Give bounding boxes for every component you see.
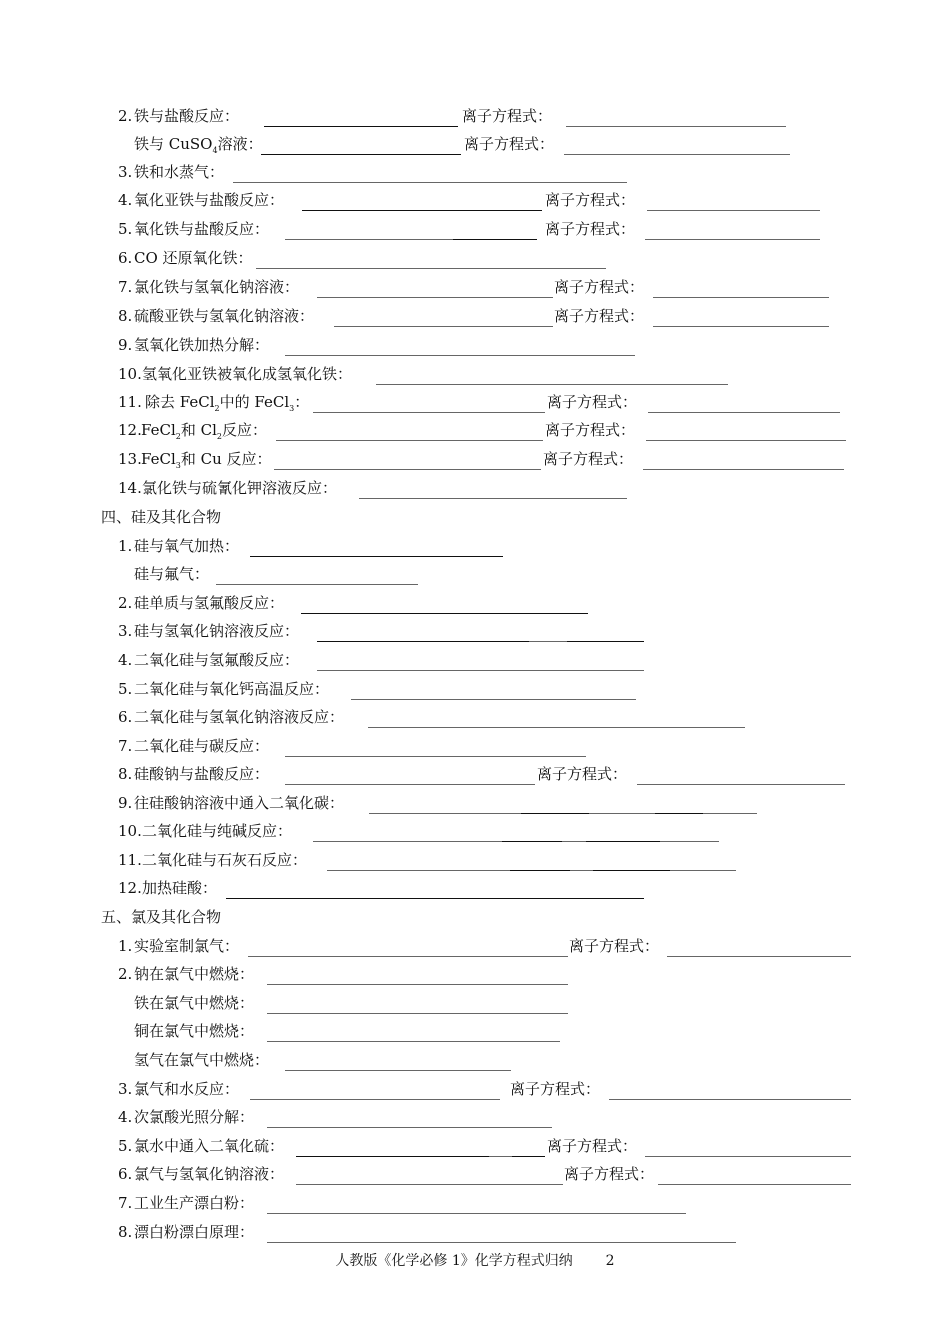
answer-blank-extra[interactable] xyxy=(670,870,736,871)
ionic-answer-blank[interactable] xyxy=(647,210,820,211)
answer-blank-extra[interactable] xyxy=(589,813,655,814)
item-cl-5 xyxy=(0,1136,950,1160)
item-number: 6. xyxy=(118,249,133,267)
item-iron-2b xyxy=(0,134,950,158)
answer-blank[interactable] xyxy=(264,126,458,127)
reaction-label: 工业生产漂白粉： xyxy=(134,1194,255,1212)
reaction-label: 次氯酸光照分解： xyxy=(134,1108,255,1126)
answer-blank[interactable] xyxy=(267,1127,552,1128)
item-number: 7. xyxy=(118,737,133,755)
item-number: 6. xyxy=(118,1165,133,1183)
reaction-label: 氢气在氯气中燃烧： xyxy=(134,1051,270,1069)
reaction-label: 铁在氯气中燃烧： xyxy=(134,994,255,1012)
answer-blank[interactable] xyxy=(276,440,543,441)
item-si-11 xyxy=(0,850,950,874)
answer-blank[interactable] xyxy=(285,756,586,757)
answer-blank[interactable] xyxy=(226,898,644,899)
ionic-answer-blank[interactable] xyxy=(653,297,829,298)
item-number: 8. xyxy=(118,765,133,783)
answer-blank[interactable] xyxy=(376,384,728,385)
item-si-2 xyxy=(0,593,950,617)
item-si-7 xyxy=(0,736,950,760)
item-number: 14. xyxy=(118,479,142,497)
ionic-answer-blank[interactable] xyxy=(646,440,846,441)
item-cl-2c xyxy=(0,1021,950,1045)
ionic-answer-blank[interactable] xyxy=(648,412,840,413)
reaction-label: 氯化铁与硫氰化钾溶液反应： xyxy=(142,479,338,497)
reaction-label: 氯气与氢氧化钠溶液： xyxy=(134,1165,285,1183)
item-number: 11. xyxy=(118,851,142,869)
ionic-answer-blank[interactable] xyxy=(653,326,829,327)
item-number: 4. xyxy=(118,1108,133,1126)
item-number: 10. xyxy=(118,822,142,840)
answer-blank[interactable] xyxy=(285,239,453,240)
reaction-label: 二氧化硅与碳反应： xyxy=(134,737,270,755)
answer-blank[interactable] xyxy=(267,984,568,985)
reaction-label: 除去 FeCl$_2$中的 FeCl$_3$： xyxy=(145,393,310,413)
answer-blank[interactable] xyxy=(285,355,635,356)
item-number: 7. xyxy=(118,278,133,296)
item-si-5 xyxy=(0,679,950,703)
reaction-label: FeCl$_3$和 Cu 反应： xyxy=(141,450,272,470)
reaction-label: 二氧化硅与氧化钙高温反应： xyxy=(134,680,330,698)
answer-blank-extra[interactable] xyxy=(593,870,670,871)
ionic-label: 离子方程式： xyxy=(545,421,636,439)
item-number: 3. xyxy=(118,163,133,181)
answer-blank[interactable] xyxy=(267,1041,560,1042)
ionic-label: 离子方程式： xyxy=(545,220,636,238)
ionic-label: 离子方程式： xyxy=(569,937,660,955)
item-iron-7 xyxy=(0,277,950,301)
reaction-label: 铁和水蒸气： xyxy=(134,163,225,181)
item-number: 9. xyxy=(118,336,133,354)
item-number: 7. xyxy=(118,1194,133,1212)
reaction-label: 二氧化硅与石灰石反应： xyxy=(142,851,308,869)
answer-blank[interactable] xyxy=(285,1070,511,1071)
item-cl-2d xyxy=(0,1050,950,1074)
reaction-label: 硫酸亚铁与氢氧化钠溶液： xyxy=(134,307,315,325)
item-number: 13. xyxy=(118,450,142,468)
answer-blank[interactable] xyxy=(267,1242,736,1243)
item-si-9 xyxy=(0,793,950,817)
ionic-label: 离子方程式： xyxy=(543,450,634,468)
reaction-label: 氧化铁与盐酸反应： xyxy=(134,220,270,238)
item-number: 11. xyxy=(118,393,142,411)
answer-blank[interactable] xyxy=(267,1013,568,1014)
answer-blank-extra[interactable] xyxy=(512,1156,545,1157)
answer-blank[interactable] xyxy=(368,727,745,728)
answer-blank[interactable] xyxy=(334,326,553,327)
reaction-label: 二氧化硅与氢氧化钠溶液反应： xyxy=(134,708,345,726)
item-number: 5. xyxy=(118,1137,133,1155)
item-number: 10. xyxy=(118,365,142,383)
item-number: 2. xyxy=(118,594,133,612)
ionic-answer-blank[interactable] xyxy=(667,956,851,957)
item-number: 6. xyxy=(118,708,133,726)
answer-blank[interactable] xyxy=(261,154,461,155)
ionic-label: 离子方程式： xyxy=(462,107,553,125)
ionic-label: 离子方程式： xyxy=(464,135,555,153)
item-number: 4. xyxy=(118,651,133,669)
ionic-answer-blank[interactable] xyxy=(637,784,845,785)
section-heading-silicon: 四、硅及其化合物 xyxy=(101,508,222,526)
answer-blank[interactable] xyxy=(351,699,636,700)
reaction-label: 二氧化硅与纯碱反应： xyxy=(142,822,293,840)
item-cl-2b xyxy=(0,993,950,1017)
answer-blank[interactable] xyxy=(250,1099,500,1100)
item-cl-6 xyxy=(0,1164,950,1188)
reaction-label: 氢氧化铁加热分解： xyxy=(134,336,270,354)
item-cl-8 xyxy=(0,1222,950,1246)
answer-blank-extra[interactable] xyxy=(502,841,562,842)
footer-title: 人教版《化学必修 1》化学方程式归纳 xyxy=(335,1253,573,1269)
ionic-answer-blank[interactable] xyxy=(564,154,790,155)
item-iron-6 xyxy=(0,248,950,272)
ionic-answer-blank[interactable] xyxy=(645,239,820,240)
answer-blank-extra[interactable] xyxy=(562,841,586,842)
answer-blank[interactable] xyxy=(274,469,541,470)
item-si-10 xyxy=(0,821,950,845)
ionic-label: 离子方程式： xyxy=(545,191,636,209)
item-si-1 xyxy=(0,536,950,560)
answer-blank[interactable] xyxy=(302,210,542,211)
answer-blank[interactable] xyxy=(327,870,510,871)
answer-blank[interactable] xyxy=(317,297,553,298)
answer-blank[interactable] xyxy=(267,1213,686,1214)
reaction-label: 钠在氯气中燃烧： xyxy=(134,965,255,983)
item-cl-4 xyxy=(0,1107,950,1131)
item-number: 3. xyxy=(118,622,133,640)
answer-blank-extra[interactable] xyxy=(567,641,644,642)
answer-blank-extra[interactable] xyxy=(703,813,757,814)
item-cl-7 xyxy=(0,1193,950,1217)
item-iron-13 xyxy=(0,449,950,473)
answer-blank-extra[interactable] xyxy=(510,870,570,871)
reaction-label: CO 还原氧化铁： xyxy=(134,249,253,267)
item-cl-1 xyxy=(0,936,950,960)
answer-blank[interactable] xyxy=(233,182,627,183)
answer-blank[interactable] xyxy=(313,412,545,413)
item-si-1b xyxy=(0,564,950,588)
reaction-label: 硅酸钠与盐酸反应： xyxy=(134,765,270,783)
item-si-12 xyxy=(0,878,950,902)
item-number: 12. xyxy=(118,421,142,439)
answer-blank-extra[interactable] xyxy=(570,870,593,871)
reaction-label: 氯气和水反应： xyxy=(134,1080,240,1098)
ionic-answer-blank[interactable] xyxy=(566,126,786,127)
item-number: 4. xyxy=(118,191,133,209)
page-number: 2 xyxy=(605,1253,615,1269)
reaction-label: 硅与氧气加热： xyxy=(134,537,240,555)
item-number: 2. xyxy=(118,965,133,983)
ionic-label: 离子方程式： xyxy=(547,393,638,411)
reaction-label: 氯化铁与氢氧化钠溶液： xyxy=(134,278,300,296)
item-iron-11 xyxy=(0,392,950,416)
item-number: 9. xyxy=(118,794,133,812)
item-number: 1. xyxy=(118,937,133,955)
item-iron-4 xyxy=(0,190,950,214)
reaction-label: 硅单质与氢氟酸反应： xyxy=(134,594,285,612)
reaction-label: 二氧化硅与氢氟酸反应： xyxy=(134,651,300,669)
ionic-answer-blank[interactable] xyxy=(609,1099,851,1100)
item-iron-8 xyxy=(0,306,950,330)
ionic-label: 离子方程式： xyxy=(554,307,645,325)
answer-blank[interactable] xyxy=(296,1184,563,1185)
answer-blank-extra[interactable] xyxy=(586,841,660,842)
item-iron-9 xyxy=(0,335,950,359)
answer-blank-extra[interactable] xyxy=(521,813,589,814)
reaction-label: 氯水中通入二氧化硫： xyxy=(134,1137,285,1155)
item-number: 2. xyxy=(118,107,133,125)
item-iron-10 xyxy=(0,364,950,388)
answer-blank[interactable] xyxy=(317,641,529,642)
item-iron-12 xyxy=(0,420,950,444)
ionic-label: 离子方程式： xyxy=(547,1137,638,1155)
item-cl-2 xyxy=(0,964,950,988)
item-si-4 xyxy=(0,650,950,674)
ionic-label: 离子方程式： xyxy=(554,278,645,296)
item-number: 8. xyxy=(118,307,133,325)
item-iron-14 xyxy=(0,478,950,502)
reaction-label: 氧化亚铁与盐酸反应： xyxy=(134,191,285,209)
reaction-label: 氢氧化亚铁被氧化成氢氧化铁： xyxy=(142,365,353,383)
ionic-label: 离子方程式： xyxy=(537,765,628,783)
reaction-label: 往硅酸钠溶液中通入二氧化碳： xyxy=(134,794,345,812)
reaction-label: 漂白粉漂白原理： xyxy=(134,1223,255,1241)
reaction-label: 实验室制氯气： xyxy=(134,937,240,955)
item-iron-5 xyxy=(0,219,950,243)
item-iron-3 xyxy=(0,162,950,186)
item-number: 3. xyxy=(118,1080,133,1098)
reaction-label: 铁与 CuSO$_4$溶液： xyxy=(134,135,263,155)
answer-blank[interactable] xyxy=(313,841,502,842)
answer-blank[interactable] xyxy=(317,670,644,671)
item-si-8 xyxy=(0,764,950,788)
answer-blank-extra[interactable] xyxy=(529,641,567,642)
answer-blank[interactable] xyxy=(285,784,535,785)
answer-blank[interactable] xyxy=(216,584,418,585)
reaction-label: FeCl$_2$和 $Cl_2$反应： xyxy=(141,421,267,441)
answer-blank[interactable] xyxy=(296,1156,489,1157)
item-iron-2 xyxy=(0,106,950,130)
ionic-answer-blank[interactable] xyxy=(645,1156,851,1157)
answer-blank-extra[interactable] xyxy=(489,1156,512,1157)
answer-blank[interactable] xyxy=(250,556,503,557)
reaction-label: 硅与氢氧化钠溶液反应： xyxy=(134,622,300,640)
answer-blank[interactable] xyxy=(301,613,588,614)
item-number: 1. xyxy=(118,537,133,555)
item-number: 12. xyxy=(118,879,142,897)
item-si-6 xyxy=(0,707,950,731)
ionic-label: 离子方程式： xyxy=(564,1165,655,1183)
answer-blank-extra[interactable] xyxy=(453,239,537,240)
ionic-label: 离子方程式： xyxy=(510,1080,601,1098)
answer-blank-extra[interactable] xyxy=(655,813,703,814)
item-number: 5. xyxy=(118,220,133,238)
answer-blank[interactable] xyxy=(369,813,521,814)
answer-blank[interactable] xyxy=(248,956,568,957)
item-si-3 xyxy=(0,621,950,645)
answer-blank-extra[interactable] xyxy=(660,841,719,842)
item-cl-3 xyxy=(0,1079,950,1103)
page-footer xyxy=(0,1250,950,1270)
reaction-label: 硅与氟气： xyxy=(134,565,210,583)
reaction-label: 加热硅酸： xyxy=(142,879,218,897)
reaction-label: 铁与盐酸反应： xyxy=(134,107,240,125)
reaction-label: 铜在氯气中燃烧： xyxy=(134,1022,255,1040)
answer-blank[interactable] xyxy=(256,268,606,269)
answer-blank[interactable] xyxy=(359,498,627,499)
section-heading-chlorine: 五、氯及其化合物 xyxy=(101,908,222,926)
ionic-answer-blank[interactable] xyxy=(658,1184,851,1185)
item-number: 5. xyxy=(118,680,133,698)
ionic-answer-blank[interactable] xyxy=(643,469,844,470)
item-number: 8. xyxy=(118,1223,133,1241)
